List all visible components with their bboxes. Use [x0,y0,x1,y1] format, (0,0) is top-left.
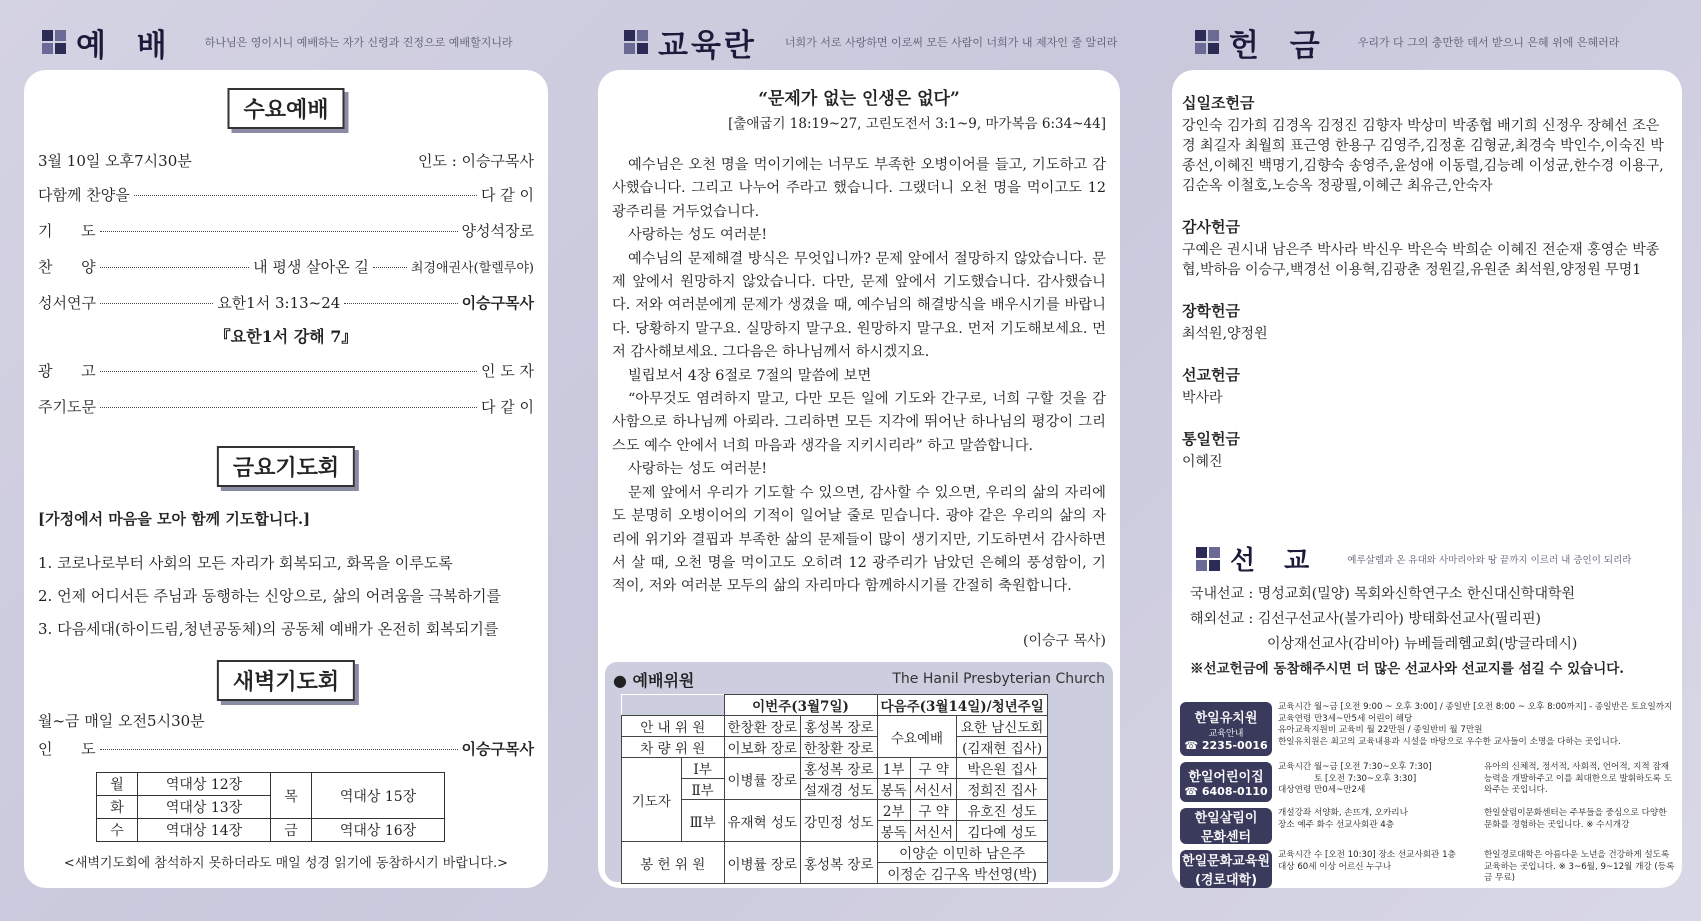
info-line: 대상 60세 이상 어르신 누구나 [1278,861,1392,872]
institution-badge [1180,702,1272,756]
day-cell: 목 [271,773,312,819]
order-label: 찬 양 [38,258,96,276]
cell: 홍성복 장로 [801,758,878,779]
mission-subtitle: 예루살렘과 온 유대와 사마리아와 땅 끝까지 이르러 내 증인이 되리라 [1347,554,1632,566]
sermon-body [612,154,1106,599]
order-value: 다 같 이 [480,398,534,416]
institution-elderly [1180,850,1676,888]
reading-cell: 역대상 16장 [312,819,445,842]
dawn-leader-label: 인 도 [38,740,96,758]
institution-name: 한일살림이 [1194,811,1258,826]
order-mid: 내 평생 살아온 길 [253,258,369,276]
institution-info [1272,762,1478,802]
dawn-note: <새벽기도회에 참석하지 못하더라도 매일 성경 읽기에 동참하시기 바랍니다.> [63,856,509,871]
section-square-icon [624,30,648,54]
order-row [38,292,534,313]
mission-overseas: 이상재선교사(감비아) 뉴베들레헴교회(방글라데시) [1267,636,1578,652]
cell: Ⅲ부 [681,800,724,842]
sermon-heading: “문제가 없는 인생은 없다” [758,89,960,109]
order-value: 인 도 자 [480,362,534,380]
category-names: 이혜진 [1182,454,1223,470]
order-value: 이승구목사 [461,294,535,312]
dawn-leader: 이승구목사 [461,740,534,758]
mission-domestic: 국내선교 : 명성교회(밀양) 목회와신학연구소 한신대신학대학원 [1190,586,1576,602]
institution-name: 한일어린이집 [1188,770,1264,785]
institution-badge [1180,762,1272,802]
section-square-icon [42,30,66,54]
section-square-icon [1195,30,1219,54]
wednesday-title: 수요예배 [227,88,344,129]
reading-cell: 역대상 14장 [138,819,271,842]
cell: 홍성복 장로 [801,842,878,884]
mission-note: ※선교헌금에 동참해주시면 더 많은 선교사와 선교지를 섬길 수 있습니다. [1190,661,1624,677]
institution-sub: (경로대학) [1194,873,1258,888]
category-name: 감사헌금 [1182,218,1240,236]
cell: 한창환 장로 [724,716,801,737]
worship-subtitle: 하나님은 영이시니 예배하는 자가 신령과 진정으로 예배할지니라 [204,36,513,49]
category-name: 장학헌금 [1182,302,1240,320]
category-name: 선교헌금 [1182,366,1240,384]
offering-list [1182,92,1672,472]
info-line: 한일유치원은 최고의 교육내용과 시설을 바탕으로 우수한 교사들이 소명을 다하는 곳입니다. [1278,736,1621,747]
info-line: 교육시간 월~금 [오전 9:00 ~ 오후 3:00] / 종일반 [오전 8:00 ~ 오후 8:00까지] - 종일반은 토요일까지 [1278,702,1673,712]
institution-sub: 문화센터 [1200,830,1252,845]
row-label: 차 량 위 원 [622,737,725,758]
info-line: 교육시간 수 [오전 10:30] 장소 선교사회관 1층 [1278,850,1456,860]
education-title: 교육란 [658,27,757,64]
day-cell: 월 [97,773,138,796]
institution-desc: 유아의 신체적, 정서적, 사회적, 언어적, 지적 잠재능력을 개발하주고 이를 최대한으로 발휘하도록 도와주는 곳입니다. [1484,762,1672,795]
paragraph: 예수님의 문제해결 방식은 무엇입니까? 문제 앞에서 절망하지 않았습니다. 문제 앞에서 원망하지 않았습니다. 다만, 문제 앞에서 기도했습니다. 감사했습니다. 저와 여러분에게 문제가 생겼을 때, 예수님의 해결방식을 배우시기를 바랍니다. 당황하지 말구요. 실망하지 말구요. 원망하지 말구요. 먼저 기도해보세요. 먼저 감사해보세요. 그다음은 하나님께서 하시겠지요. [612,250,1106,361]
cell: 이양순 이민하 남은주 [877,842,1047,863]
paragraph: 사랑하는 성도 여러분! [628,461,768,478]
info-line: 유아교육지원비 교육비 월 22만원 / 종일반비 월 7만원 [1278,725,1483,735]
institution-info [1272,702,1676,756]
category-name: 십일조헌금 [1182,94,1255,112]
institution-sub: 교육안내 [1208,728,1244,739]
offering-category [1182,364,1672,408]
wednesday-time: 3월 10일 오후7시30분 [38,152,192,170]
offering-category [1182,216,1672,280]
institution-phone: ☎ 6408-0110 [1184,785,1268,798]
category-names: 강인숙 김가희 김경옥 김정진 김향자 박상미 박종협 배기희 신정우 장혜선 조은경 최길자 최월희 표근영 한용구 김영주,김정훈 김형균,최경숙 박인수,이숙진 박종선,이혜진 백명기,김향숙 송영주,윤성애 이동렬,김능례 이성균,한수경 이용구,김순옥 이철호,노승옥 정광필,이혜근 최유근,안숙자 [1182,118,1664,194]
day-cell: 금 [271,819,312,842]
category-names: 최석원,양정원 [1182,326,1268,342]
cell: 봉독 [877,779,910,800]
dawn-time: 월~금 매일 오전5시30분 [38,712,205,730]
order-label: 성서연구 [38,294,96,312]
order-mid: 요한1서 3:13~24 [217,294,341,312]
order-row [38,184,534,205]
cell: 유호진 성도 [957,800,1047,821]
info-line: 교육연령 만3세~만5세 어린이 해당 [1278,713,1413,724]
cell: 설재경 성도 [801,779,878,800]
reading-cell: 역대상 13장 [138,796,271,819]
institution-desc: 한일경로대학은 아름다운 노년을 건강하게 설도록 교육하는 곳입니다. ※ 3~6월, 9~12월 개강 (등록금 무료) [1484,850,1675,883]
paragraph: 빌립보서 4장 6절로 7절의 말씀에 보면 [628,367,872,384]
day-cell: 수 [97,819,138,842]
cell: 이병률 장로 [724,758,801,800]
worship-title: 예 배 [76,27,177,64]
dawn-leader-row [38,738,534,759]
mission-list [1190,582,1624,682]
this-week-header: 이번주(3월7일) [724,695,877,716]
offering-category [1182,92,1672,196]
day-cell: 화 [97,796,138,819]
section-square-icon [1196,547,1220,571]
cell: 한창환 장로 [801,737,878,758]
prayer-item: 3. 다음세대(하이드림,청년공동체)의 공동체 예배가 온전히 회복되기를 [38,620,499,638]
paragraph: 문제 앞에서 우리가 기도할 수 있으면, 감사할 수 있으면, 우리의 삶의 자리에도 분명히 오병이어의 기적이 일어날 줄로 믿습니다. 광야 같은 우리의 삶의 자리에 위기와 결핍과 부족한 삶의 문제들이 많이 생기지만, 기도하면서 감사하면서 살 때, 오천 명을 먹이고도 오히려 12 광주리가 남았던 은혜의 풍성함이, 기적이, 저와 여러분 모두의 삶의 자리마다 함께하시기를 간절히 축원합니다. [612,484,1106,595]
category-names: 구예은 권시내 남은주 박사라 박신우 박은숙 박희순 이혜진 전순재 홍영순 박종협,박하음 이승구,백경선 이용혁,김광춘 정원길,유원준 최석원,양정원 무명1 [1182,242,1660,278]
info-line: 개설강좌 서양화, 손뜨개, 오카리나 [1278,808,1408,818]
order-row [38,360,534,381]
next-week-header: 다음주(3월14일)/청년주일 [877,695,1047,716]
order-value: 다 같 이 [480,186,534,204]
cell: Ⅰ부 [681,758,724,779]
scripture-refs: [출애굽기 18:19~27, 고린도전서 3:1~9, 마가복음 6:34~44] [728,116,1106,132]
prayer-item: 2. 언제 어디서든 주님과 동행하는 신앙으로, 삶의 어려움을 극복하기를 [38,587,501,605]
church-name: The Hanil Presbyterian Church [892,671,1105,687]
paragraph: “아무것도 염려하지 말고, 다만 모든 일에 기도와 간구로, 너희 구할 것을 감사함으로 하나님께 아뢰라. 그리하면 모든 지각에 뛰어난 하나님의 평강이 그리스도 예수 안에서 너희 마음과 생각을 지키시리라” 하고 말씀합니다. [612,391,1106,454]
friday-title: 금요기도회 [217,446,355,487]
friday-theme: [가정에서 마음을 모아 함께 기도합니다.] [38,510,311,528]
institution-kindergarten [1180,702,1676,756]
institution-name: 한일문화교육원 [1182,854,1270,869]
cell: 구 약 [910,758,957,779]
cell: 박은원 집사 [957,758,1047,779]
offering-subtitle: 우리가 다 그의 충만한 데서 받으니 은혜 위에 은혜러라 [1357,36,1620,49]
institution-badge [1180,850,1272,888]
cell: 요한 남신도회 [957,716,1047,737]
dawn-title: 새벽기도회 [217,660,355,701]
worship-header [42,22,513,62]
paragraph: 예수님은 오천 명을 먹이기에는 너무도 부족한 오병이어를 들고, 기도하고 감사했습니다. 그리고 나누어 주라고 했습니다. 그랬더니 오천 명을 먹이고도 12 광주리를 거두었습니다. [612,157,1106,220]
offering-category [1182,300,1672,344]
committee-title: 예배위원 [632,670,695,690]
dawn-schedule [96,772,445,842]
cell: 서신서 [910,821,957,842]
institution-daycare [1180,762,1676,802]
order-label: 광 고 [38,362,96,380]
order-value: 최경애권사(할렐루야) [410,261,534,276]
order-row [38,396,534,417]
cell: 유재혁 성도 [724,800,801,842]
institution-desc: 한일살림이문화센터는 주부들을 중심으로 다양한 문화를 경험하는 곳입니다. ※ 수시개강 [1484,808,1667,830]
bullet-icon: ● [613,670,633,690]
cell: 이정순 김구옥 박선영(박) [877,863,1047,884]
worship-panel [24,70,548,888]
institution-phone: ☎ 2235-0016 [1184,738,1268,752]
committee-header [613,666,1105,692]
info-line: 장소 예주 화수 선교사회관 4층 [1278,819,1395,830]
category-name: 통일헌금 [1182,430,1240,448]
info-line: 대상연령 만0세~만2세 [1278,785,1366,795]
cell: 1부 [877,758,910,779]
cell: 정희진 집사 [957,779,1047,800]
order-value: 양성석장로 [461,222,534,240]
order-label: 주기도문 [38,398,96,416]
wednesday-leader: 인도 : 이승구목사 [417,152,534,170]
paragraph: 사랑하는 성도 여러분! [628,227,768,244]
institution-badge [1180,808,1272,844]
row-label: 봉 헌 위 원 [622,842,725,884]
cell: 서신서 [910,779,957,800]
mission-overseas: 해외선교 : 김선구선교사(불가리아) 방태화선교사(필리핀) [1190,611,1541,627]
institution-info [1272,850,1478,888]
cell: 봉독 [877,821,910,842]
committee-table [621,694,1048,884]
info-line: 토 [오전 7:30~오후 3:30] [1314,773,1417,784]
row-label: 기도자 [622,758,682,842]
mission-title: 선 교 [1230,546,1320,576]
info-line: 교육시간 월~금 [오전 7:30~오후 7:30] [1278,762,1432,772]
category-names: 박사라 [1182,390,1223,406]
order-row [38,256,534,277]
mission-header [1196,540,1631,577]
institution-name: 한일유치원 [1194,710,1258,726]
reading-cell: 역대상 12장 [138,773,271,796]
order-label: 다함께 찬양을 [38,186,130,204]
education-subtitle: 너희가 서로 사랑하면 이로써 모든 사람이 너희가 내 제자인 줄 알리라 [784,36,1118,49]
cell: 강민정 성도 [801,800,878,842]
cell: 홍성복 장로 [801,716,878,737]
offering-title: 헌 금 [1229,27,1330,64]
order-label: 기 도 [38,222,96,240]
offering-header [1195,22,1619,62]
cell: 김다예 성도 [957,821,1047,842]
institution-culture [1180,808,1676,844]
reading-cell: 역대상 15장 [312,773,445,819]
committee-box [605,662,1113,882]
institution-info [1272,808,1478,844]
order-row [38,220,534,241]
wed-label: 수요예배 [877,716,957,758]
cell: 이병률 장로 [724,842,801,884]
row-label: 안 내 위 원 [622,716,725,737]
cell: 2부 [877,800,910,821]
education-header [624,22,1117,62]
sermon-title: 『요한1서 강해 7』 [214,327,358,346]
cell: 구 약 [910,800,957,821]
cell: Ⅱ부 [681,779,724,800]
prayer-item: 1. 코로나로부터 사회의 모든 자리가 회복되고, 화목을 이루도록 [38,554,453,572]
cell: (김재현 집사) [957,737,1047,758]
offering-category [1182,428,1672,472]
cell: 이보화 장로 [724,737,801,758]
signature: (이승구 목사) [1023,633,1106,649]
